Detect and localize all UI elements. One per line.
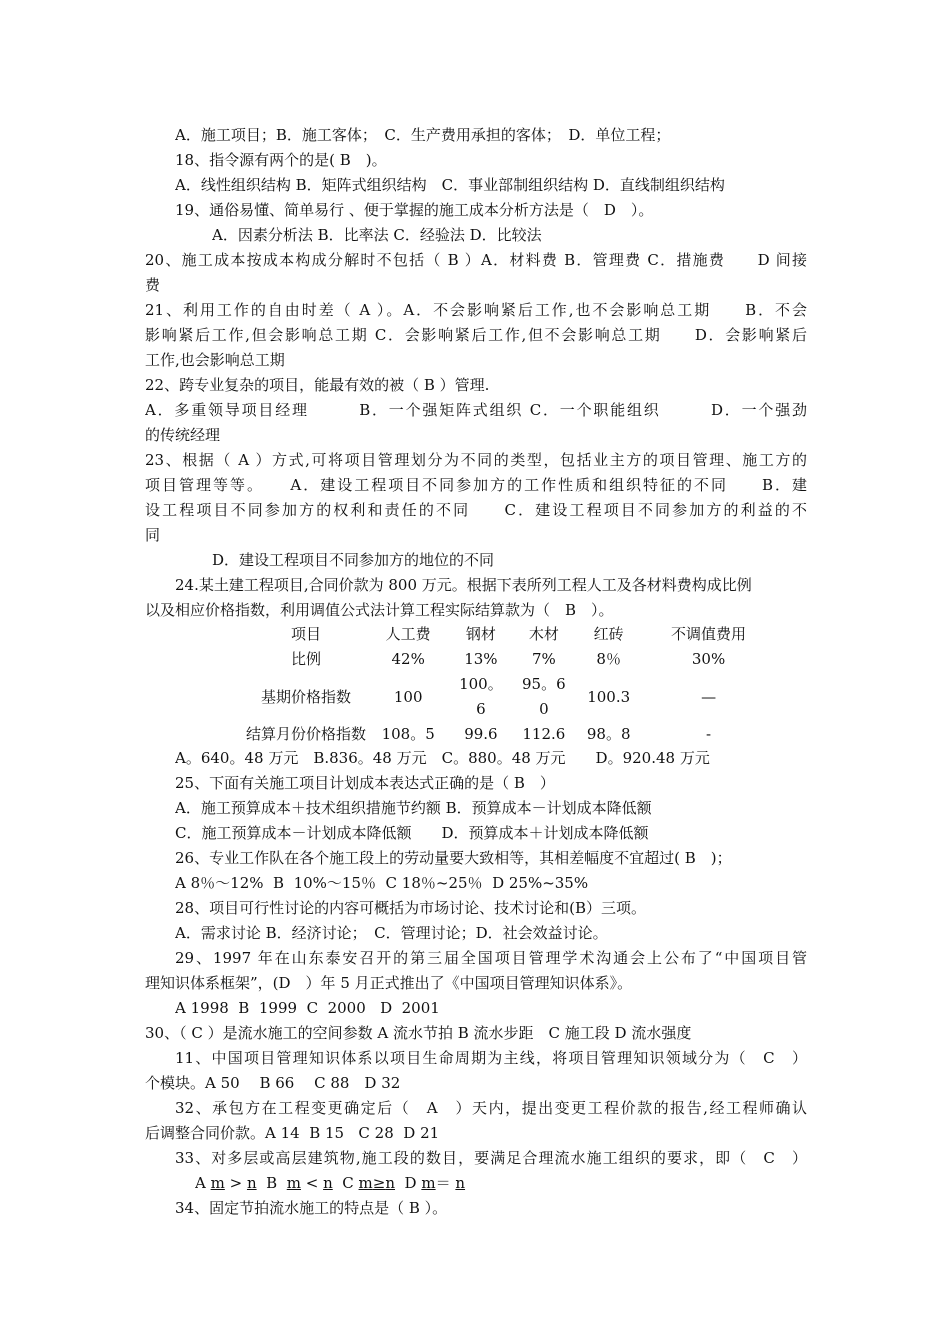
question-25: 25、下面有关施工项目计划成本表达式正确的是（ B ）	[175, 774, 555, 792]
option-label: A	[195, 1174, 211, 1192]
question-24: 24.某土建工程项目,合同价款为 800 万元。根据下表所列工程人工及各材料费构成比例	[175, 576, 752, 594]
question-28: 28、项目可行性讨论的内容可概括为市场讨论、技术讨论和(B）三项。	[175, 899, 646, 917]
math-var: n	[323, 1174, 333, 1192]
question-22: 22、跨专业复杂的项目，能最有效的被（ B ）管理.	[145, 376, 490, 394]
table-cell: 99.6	[464, 725, 498, 743]
question-32: 32、承包方在工程变更确定后（ A ）天内，提出变更工程价款的报告,经工程师确认	[175, 1099, 807, 1117]
text-line: 影响紧后工作,但会影响总工期 C．会影响紧后工作,但不会影响总工期 D．会影响紧后	[145, 326, 807, 344]
table-cell: 结算月份价格指数	[246, 725, 367, 743]
text-line: A 8％～12% B 10%～15％ C 18％~25％ D 25%~35%	[175, 874, 589, 892]
option-label: B	[256, 1174, 287, 1192]
question-21: 21、利用工作的自由时差（ A ）。A．不会影响紧后工作,也不会影响总工期 B．不会	[145, 301, 807, 319]
answer-options-line	[195, 1171, 807, 1196]
table-header-row	[246, 622, 776, 647]
table-cell: 基期价格指数	[261, 687, 352, 706]
text-line: A．多重领导项目经理 B．一个强矩阵式组织 C．一个职能组织 D．一个强劲	[145, 401, 807, 419]
math-op: >	[224, 1174, 247, 1192]
question-19: 19、通俗易懂、简单易行 、便于掌握的施工成本分析方法是（ D ）。	[175, 201, 654, 219]
question-20: 20、施工成本按成本构成分解时不包括（ B ）A．材料费 B．管理费 C．措施费 D 间接	[145, 251, 807, 269]
text-line: 设工程项目不同参加方的权利和责任的不同 C．建设工程项目不同参加方的利益的不	[145, 501, 807, 519]
question-18: 18、指令源有两个的是( B )。	[175, 151, 387, 169]
table-row	[246, 672, 776, 722]
table-cell: 95。6 0	[522, 675, 566, 718]
table-header-cell: 不调值费用	[671, 625, 747, 643]
text-line: 理知识体系框架”，(D ）年 5 月正式推出了《中国项目管理知识体系》。	[145, 974, 633, 992]
table-cell: 42%	[391, 650, 425, 668]
text-line: A．施工项目；B．施工客体； C．生产费用承担的客体； D．单位工程；	[175, 126, 671, 144]
math-var: n	[455, 1174, 466, 1192]
table-header-cell: 人工费	[385, 625, 431, 643]
text-line: 工作,也会影响总工期	[145, 351, 285, 369]
text-line: 以及相应价格指数，利用调值公式法计算工程实际结算款为（ B ）。	[145, 601, 614, 619]
text-line: 项目管理等等。 A．建设工程项目不同参加方的工作性质和组织特征的不同 B．建	[145, 476, 807, 494]
table-cell: —	[701, 687, 717, 706]
question-11: 11、中国项目管理知识体系以项目生命周期为主线，将项目管理知识领域分为（ C ）	[175, 1049, 807, 1067]
question-33: 33、对多层或高层建筑物,施工段的数目，要满足合理流水施工组织的要求，即（ C ）	[175, 1149, 807, 1167]
table-cell: 比例	[291, 650, 322, 668]
text-line: A．施工预算成本＋技术组织措施节约额 B．预算成本－计划成本降低额	[175, 799, 652, 817]
text-line: C．施工预算成本－计划成本降低额 D．预算成本＋计划成本降低额	[175, 824, 649, 842]
text-line: A．需求讨论 B．经济讨论； C．管理讨论；D．社会效益讨论。	[175, 924, 608, 942]
table-row	[246, 722, 776, 747]
table-cell: -	[706, 725, 712, 743]
table-cell: 100.3	[587, 687, 631, 706]
text-line: A 1998 B 1999 C 2000 D 2001	[175, 999, 440, 1017]
price-index-table	[246, 622, 776, 747]
option-label: C	[332, 1174, 359, 1192]
table-header-cell: 钢材	[465, 625, 496, 643]
math-op: <	[300, 1174, 324, 1192]
math-var: m	[421, 1174, 436, 1192]
math-var: n	[246, 1174, 257, 1192]
option-label: D	[395, 1174, 422, 1192]
question-26: 26、专业工作队在各个施工段上的劳动量要大致相等，其相差幅度不宜超过( B )；	[175, 849, 732, 867]
table-cell: 30%	[691, 650, 726, 668]
text-line: 的传统经理	[145, 426, 221, 444]
text-line: 费	[145, 276, 161, 294]
table-header-cell: 木材	[528, 625, 559, 643]
table-header-cell: 项目	[291, 625, 322, 643]
text-line: 个模块。A 50 B 66 C 88 D 32	[145, 1074, 401, 1092]
table-cell: 13%	[464, 650, 498, 668]
text-line: A．线性组织结构 B．矩阵式组织结构 C．事业部制组织结构 D．直线制组织结构	[175, 176, 725, 194]
text-line: D．建设工程项目不同参加方的地位的不同	[212, 551, 495, 569]
question-23: 23、根据（ A ）方式,可将项目管理划分为不同的类型，包括业主方的项目管理、施工方的	[145, 451, 807, 469]
table-cell: 100。 6	[459, 675, 503, 718]
text-line: 同	[145, 526, 161, 544]
table-cell: 100	[393, 687, 423, 706]
text-line: A。640。48 万元 B.836。48 万元 C。880。48 万元 D。920.48 万元	[175, 749, 710, 767]
question-29: 29、1997 年在山东泰安召开的第三届全国项目管理学术沟通会上公布了“中国项目管	[175, 949, 807, 967]
table-cell: 108。5	[381, 725, 435, 743]
math-var: m	[210, 1174, 225, 1192]
question-30: 30、（ C ）是流水施工的空间参数 A 流水节拍 B 流水步距 C 施工段 D 流水强度	[145, 1024, 692, 1042]
math-op: ≥	[372, 1174, 386, 1192]
math-var: n	[385, 1174, 396, 1192]
table-header-cell: 红砖	[593, 625, 624, 643]
table-cell: 8％	[596, 650, 621, 668]
math-var: m	[358, 1174, 373, 1192]
question-34: 34、固定节拍流水施工的特点是（ B ）。	[175, 1199, 448, 1217]
table-row	[246, 647, 776, 672]
text-line: A．因素分析法 B．比率法 C．经验法 D．比较法	[212, 226, 542, 244]
text-line: 后调整合同价款。A 14 B 15 C 28 D 21	[145, 1124, 440, 1142]
table-cell: 98。8	[586, 725, 631, 743]
math-op: ＝	[435, 1174, 456, 1192]
table-cell: 112.6	[522, 725, 566, 743]
math-var: m	[286, 1174, 301, 1192]
table-cell: 7%	[531, 650, 556, 668]
